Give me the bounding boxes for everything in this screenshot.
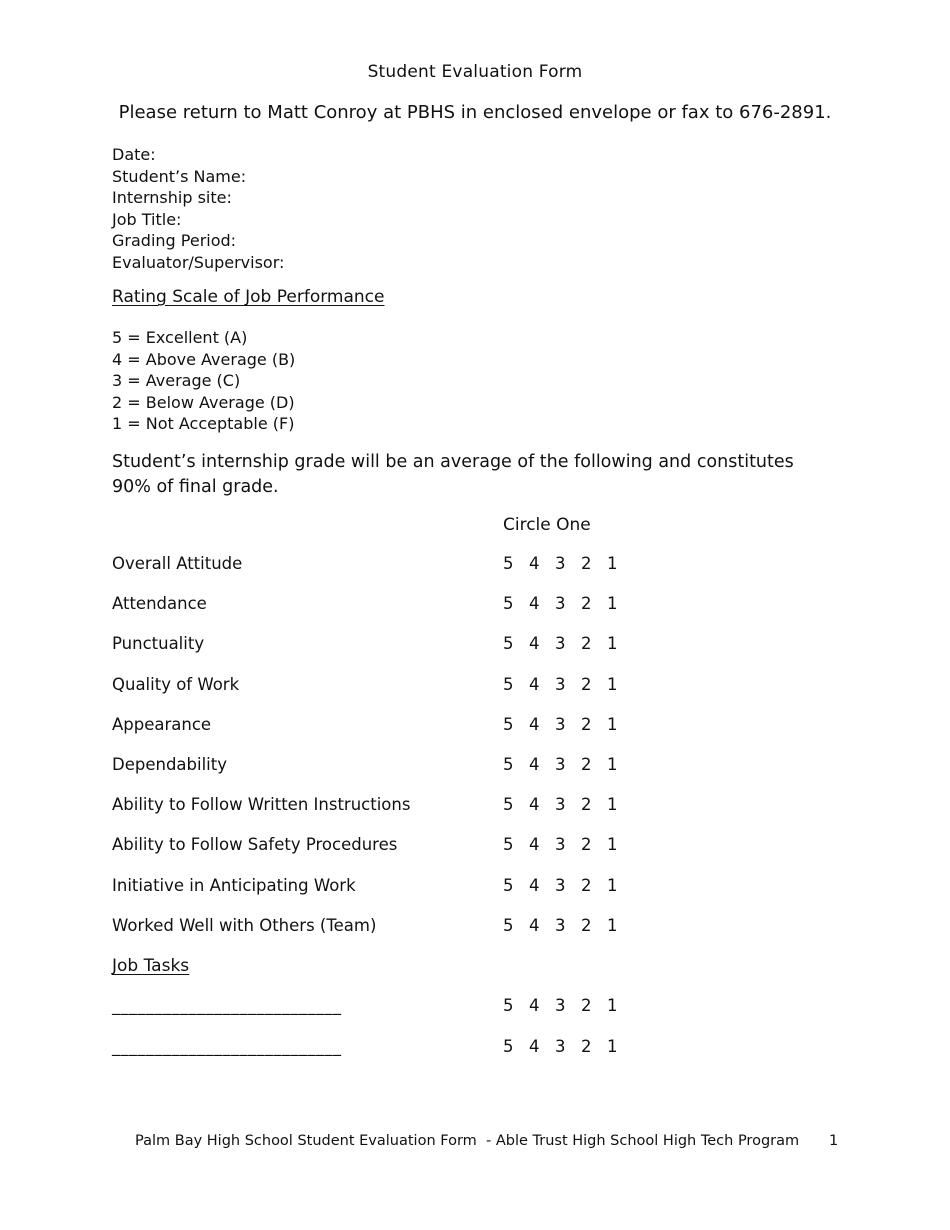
rating-option[interactable]: 3 bbox=[555, 554, 566, 573]
job-tasks-heading: Job Tasks bbox=[112, 956, 190, 976]
rating-option[interactable]: 2 bbox=[581, 835, 592, 855]
rating-option[interactable]: 3 bbox=[555, 795, 566, 815]
rating-option[interactable]: 5 bbox=[503, 634, 514, 654]
rating-options bbox=[503, 916, 633, 935]
rating-option[interactable]: 4 bbox=[529, 915, 540, 935]
rating-options bbox=[503, 715, 633, 734]
rating-option[interactable]: 5 bbox=[503, 594, 514, 614]
rating-option[interactable]: 2 bbox=[581, 594, 592, 614]
criteria-list bbox=[112, 554, 672, 956]
rating-options bbox=[503, 795, 633, 814]
rating-option[interactable]: 2 bbox=[581, 554, 592, 573]
rating-option[interactable]: 3 bbox=[555, 674, 566, 694]
rating-option[interactable]: 2 bbox=[581, 996, 592, 1015]
rating-option[interactable]: 1 bbox=[607, 754, 618, 774]
field-grading-period: Grading Period: bbox=[112, 231, 237, 250]
criteria-row bbox=[112, 795, 672, 835]
rating-option[interactable]: 4 bbox=[529, 996, 540, 1015]
criteria-row bbox=[112, 755, 672, 795]
criteria-label: Worked Well with Others (Team) bbox=[112, 915, 377, 935]
rating-option[interactable]: 2 bbox=[581, 714, 592, 734]
rating-option[interactable]: 1 bbox=[607, 714, 618, 734]
rating-option[interactable]: 2 bbox=[581, 875, 592, 895]
criteria-row bbox=[112, 916, 672, 956]
rating-option[interactable]: 5 bbox=[503, 996, 514, 1015]
job-task-row bbox=[112, 1037, 672, 1078]
job-task-blank[interactable]: ___________________________ bbox=[112, 1037, 342, 1056]
rating-option[interactable]: 3 bbox=[555, 634, 566, 654]
rating-option[interactable]: 5 bbox=[503, 835, 514, 855]
rating-option[interactable]: 2 bbox=[581, 674, 592, 694]
grade-note: Student’s internship grade will be an average of the following and constitutes 90% of final grade. bbox=[112, 452, 794, 497]
rating-option[interactable]: 4 bbox=[529, 554, 540, 573]
criteria-row bbox=[112, 876, 672, 916]
field-job-title: Job Title: bbox=[112, 209, 182, 229]
rating-option[interactable]: 4 bbox=[529, 634, 540, 654]
rating-option[interactable]: 5 bbox=[503, 795, 514, 815]
rating-option[interactable]: 3 bbox=[555, 594, 566, 614]
rating-option[interactable]: 4 bbox=[529, 594, 540, 614]
rating-option[interactable]: 2 bbox=[581, 795, 592, 815]
rating-option[interactable]: 2 bbox=[581, 754, 592, 774]
scale-item: 4 = Above Average (B) bbox=[112, 349, 296, 369]
rating-option[interactable]: 1 bbox=[607, 835, 618, 855]
field-internship-site: Internship site: bbox=[112, 188, 232, 207]
rating-option[interactable]: 1 bbox=[607, 554, 618, 573]
rating-options bbox=[503, 594, 633, 613]
rating-option[interactable]: 3 bbox=[555, 875, 566, 895]
rating-option[interactable]: 3 bbox=[555, 714, 566, 734]
rating-option[interactable]: 5 bbox=[503, 875, 514, 895]
job-task-blank[interactable]: ___________________________ bbox=[112, 996, 342, 1015]
job-task-row bbox=[112, 996, 672, 1037]
rating-option[interactable]: 5 bbox=[503, 915, 514, 935]
page-title: Student Evaluation Form bbox=[367, 62, 583, 82]
rating-option[interactable]: 1 bbox=[607, 795, 618, 815]
scale-item: 2 = Below Average (D) bbox=[112, 392, 295, 412]
criteria-row bbox=[112, 715, 672, 755]
rating-option[interactable]: 1 bbox=[607, 674, 618, 694]
scale-item: 1 = Not Acceptable (F) bbox=[112, 414, 295, 433]
field-date: Date: bbox=[112, 145, 156, 164]
criteria-row bbox=[112, 634, 672, 674]
rating-options bbox=[503, 876, 633, 895]
rating-option[interactable]: 1 bbox=[607, 634, 618, 654]
field-student-name: Student’s Name: bbox=[112, 166, 247, 186]
rating-option[interactable]: 5 bbox=[503, 1037, 514, 1056]
rating-options bbox=[503, 554, 633, 573]
rating-option[interactable]: 4 bbox=[529, 714, 540, 734]
rating-option[interactable]: 1 bbox=[607, 1037, 618, 1056]
rating-option[interactable]: 4 bbox=[529, 795, 540, 815]
rating-option[interactable]: 5 bbox=[503, 714, 514, 734]
field-evaluator: Evaluator/Supervisor: bbox=[112, 252, 285, 272]
rating-option[interactable]: 3 bbox=[555, 915, 566, 935]
scale-item: 5 = Excellent (A) bbox=[112, 328, 248, 347]
page-number: 1 bbox=[829, 1133, 839, 1149]
rating-option[interactable]: 3 bbox=[555, 1037, 566, 1056]
criteria-label: Appearance bbox=[112, 714, 212, 734]
rating-scale-heading: Rating Scale of Job Performance bbox=[112, 287, 385, 307]
rating-options bbox=[503, 755, 633, 774]
criteria-row bbox=[112, 675, 672, 715]
job-tasks-list bbox=[112, 996, 672, 1078]
criteria-row bbox=[112, 594, 672, 634]
rating-option[interactable]: 1 bbox=[607, 996, 618, 1015]
rating-option[interactable]: 4 bbox=[529, 754, 540, 774]
rating-options bbox=[503, 1037, 633, 1056]
criteria-row bbox=[112, 554, 672, 594]
rating-options bbox=[503, 835, 633, 854]
rating-option[interactable]: 3 bbox=[555, 754, 566, 774]
rating-option[interactable]: 1 bbox=[607, 915, 618, 935]
criteria-label: Overall Attitude bbox=[112, 554, 243, 573]
criteria-row bbox=[112, 835, 672, 875]
rating-option[interactable]: 4 bbox=[529, 875, 540, 895]
rating-option[interactable]: 4 bbox=[529, 835, 540, 855]
criteria-label: Ability to Follow Written Instructions bbox=[112, 795, 411, 815]
rating-option[interactable]: 3 bbox=[555, 835, 566, 855]
rating-option[interactable]: 3 bbox=[555, 996, 566, 1015]
page-footer: Palm Bay High School Student Evaluation Form - Able Trust High School High Tech Program bbox=[135, 1133, 800, 1149]
circle-one-label: Circle One bbox=[503, 515, 591, 535]
rating-options bbox=[503, 996, 633, 1015]
rating-options bbox=[503, 675, 633, 694]
criteria-label: Attendance bbox=[112, 594, 207, 614]
rating-option[interactable]: 2 bbox=[581, 915, 592, 935]
return-instructions: Please return to Matt Conroy at PBHS in enclosed envelope or fax to 676-2891. bbox=[118, 102, 832, 123]
criteria-label: Punctuality bbox=[112, 634, 205, 654]
rating-option[interactable]: 5 bbox=[503, 754, 514, 774]
rating-scale-list bbox=[112, 327, 295, 435]
rating-option[interactable]: 1 bbox=[607, 875, 618, 895]
rating-option[interactable]: 5 bbox=[503, 674, 514, 694]
rating-options bbox=[503, 634, 633, 653]
rating-option[interactable]: 2 bbox=[581, 634, 592, 654]
rating-option[interactable]: 4 bbox=[529, 1037, 540, 1056]
scale-item: 3 = Average (C) bbox=[112, 371, 241, 390]
criteria-label: Ability to Follow Safety Procedures bbox=[112, 835, 398, 855]
criteria-label: Quality of Work bbox=[112, 674, 240, 694]
rating-option[interactable]: 2 bbox=[581, 1037, 592, 1056]
rating-option[interactable]: 1 bbox=[607, 594, 618, 614]
criteria-label: Initiative in Anticipating Work bbox=[112, 875, 356, 895]
rating-option[interactable]: 5 bbox=[503, 554, 514, 573]
rating-option[interactable]: 4 bbox=[529, 674, 540, 694]
student-info-fields bbox=[112, 144, 284, 273]
criteria-label: Dependability bbox=[112, 754, 227, 774]
